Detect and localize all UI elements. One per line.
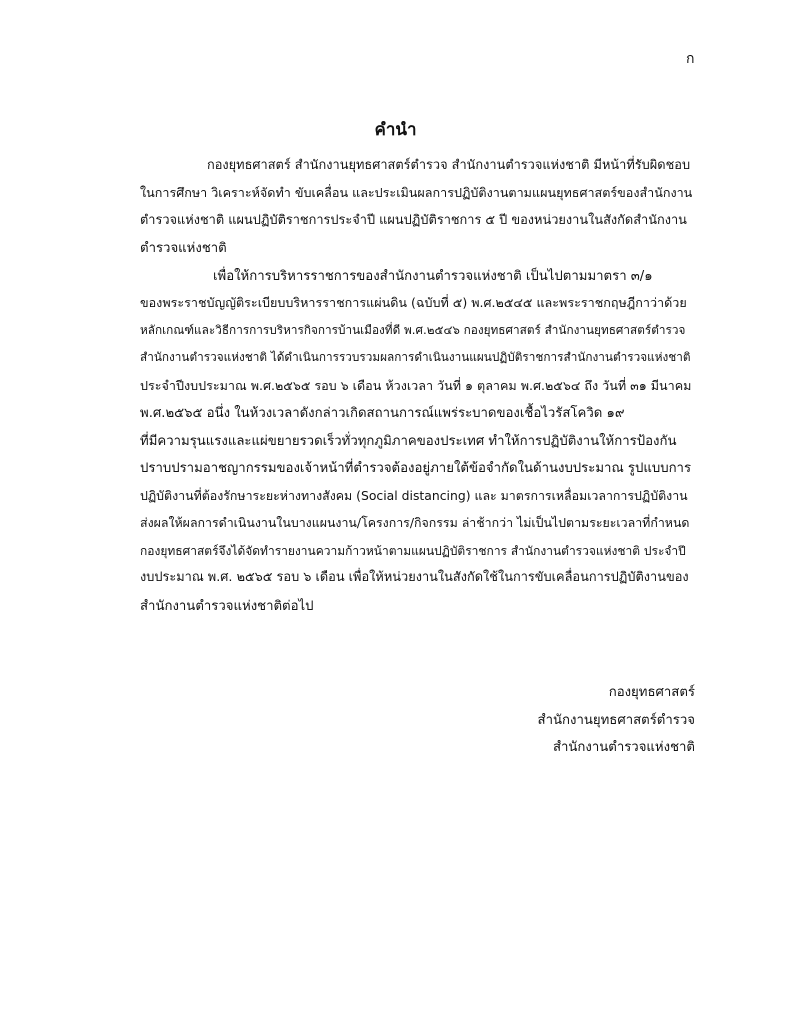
- paragraph-line: ตำรวจแห่งชาติ: [140, 241, 227, 256]
- paragraph-line: เพื่อให้การบริหารราชการของสำนักงานตำรวจแห่งชาติ เป็นไปตามมาตรา ๓/๑: [213, 269, 653, 284]
- paragraph-line: ปราบปรามอาชญากรรมของเจ้าหน้าที่ตำรวจต้องอยู่ภายใต้ข้อจำกัดในด้านงบประมาณ รูปแบบการ: [140, 461, 692, 476]
- paragraph-line: หลักเกณฑ์และวิธีการการบริหารกิจการบ้านเมืองที่ดี พ.ศ.๒๕๔๖ กองยุทธศาสตร์ สำนักงานยุทธศาสตร์ตำรวจ: [140, 323, 686, 337]
- paragraph-line: ของพระราชบัญญัติระเบียบบริหารราชการแผ่นดิน (ฉบับที่ ๕) พ.ศ.๒๕๔๕ และพระราชกฤษฎีกาว่าด้วย: [140, 295, 687, 310]
- page-number: ก: [686, 51, 695, 67]
- signature-bureau: สำนักงานยุทธศาสตร์ตำรวจ: [537, 713, 695, 728]
- page-title: คำนำ: [374, 120, 417, 140]
- signature-agency: สำนักงานตำรวจแห่งชาติ: [552, 740, 695, 755]
- paragraph-line: สำนักงานตำรวจแห่งชาติต่อไป: [140, 599, 314, 614]
- paragraph-line: ที่มีความรุนแรงและแผ่ขยายรวดเร็วทั่วทุกภูมิภาคของประเทศ ทำให้การปฏิบัติงานให้การป้องกัน: [140, 434, 677, 449]
- paragraph-line: ปฏิบัติงานที่ต้องรักษาระยะห่างทางสังคม (Social distancing) และ มาตรการเหลื่อมเวลาการปฏิบัติงาน: [140, 488, 688, 503]
- paragraph-line: กองยุทธศาสตร์จึงได้จัดทำรายงานความก้าวหน้าตามแผนปฏิบัติราชการ สำนักงานตำรวจแห่งชาติ ประจำปี: [140, 544, 686, 558]
- paragraph-line: สำนักงานตำรวจแห่งชาติ ได้ดำเนินการรวบรวมผลการดำเนินงานแผนปฏิบัติราชการสำนักงานตำรวจแห่งชาติ: [140, 350, 691, 364]
- paragraph-line: งบประมาณ พ.ศ. ๒๕๖๕ รอบ ๖ เดือน เพื่อให้หน่วยงานในสังกัดใช้ในการขับเคลื่อนการปฏิบัติงานของ: [140, 570, 689, 585]
- paragraph-line: ในการศึกษา วิเคราะห์จัดทำ ขับเคลื่อน และประเมินผลการปฏิบัติงานตามแผนยุทธศาสตร์ของสำนักงาน: [140, 185, 693, 200]
- signature-division: กองยุทธศาสตร์: [608, 685, 695, 700]
- paragraph-line: พ.ศ.๒๕๖๕ อนึ่ง ในห้วงเวลาดังกล่าวเกิดสถานการณ์แพร่ระบาดของเชื้อไวรัสโควิด ๑๙: [140, 406, 625, 421]
- paragraph-line: ส่งผลให้ผลการดำเนินงานในบางแผนงาน/โครงการ/กิจกรรม ล่าช้ากว่า ไม่เป็นไปตามระยะเวลาที่กำหนด: [140, 515, 690, 530]
- paragraph-line: ตำรวจแห่งชาติ แผนปฏิบัติราชการประจำปี แผนปฏิบัติราชการ ๕ ปี ของหน่วยงานในสังกัดสำนักงาน: [140, 213, 687, 228]
- paragraph-line: กองยุทธศาสตร์ สำนักงานยุทธศาสตร์ตำรวจ สำนักงานตำรวจแห่งชาติ มีหน้าที่รับผิดชอบ: [207, 158, 691, 173]
- paragraph-line: ประจำปีงบประมาณ พ.ศ.๒๕๖๕ รอบ ๖ เดือน ห้วงเวลา วันที่ ๑ ตุลาคม พ.ศ.๒๕๖๔ ถึง วันที่ ๓๑ มีนาคม: [140, 378, 692, 393]
